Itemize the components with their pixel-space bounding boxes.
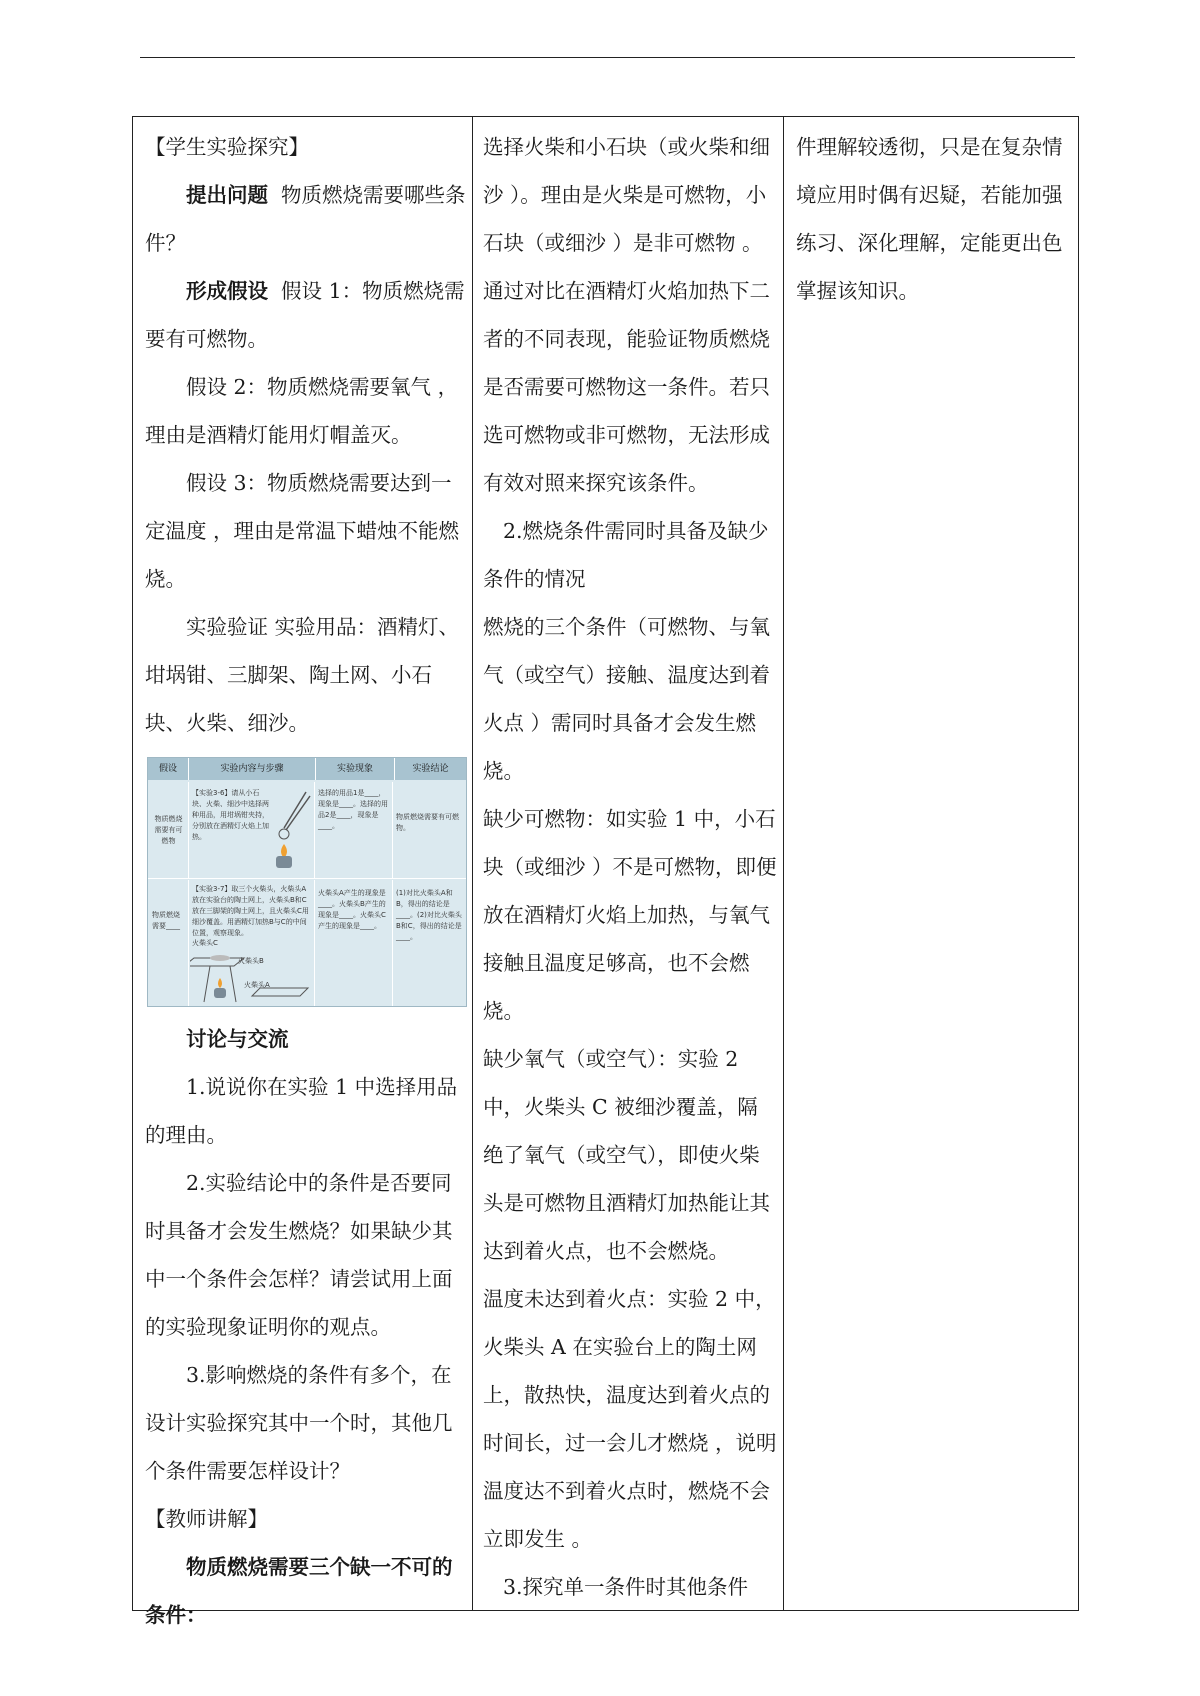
question-paragraph — [145, 171, 466, 267]
figure-header-conclusion: 实验结论 — [412, 764, 449, 774]
figure-label-a: 火柴头A — [244, 981, 270, 989]
answer-2-missing-fuel: 缺少可燃物：如实验 1 中，小石块（或细沙 ）不是可燃物，即便放在酒精灯火焰上加热，与氧气接触且温度足够高，也不会燃烧。 — [483, 807, 777, 1023]
answer-2-heading: 2.燃烧条件需同时具备及缺少条件的情况 — [483, 519, 769, 591]
answer-2-missing-oxygen: 缺少氧气（或空气）：实验 2 中，火柴头 C 被细沙覆盖，隔绝了氧气（或空气），即使火柴头是可燃物且酒精灯加热能让其达到着火点，也不会燃烧。 — [483, 1047, 770, 1263]
reference-answer-column — [473, 117, 784, 1610]
figure-header-steps: 实验内容与步骤 — [189, 758, 316, 780]
evaluation-column — [784, 117, 1078, 1610]
hypothesis-title: 形成假设 — [186, 279, 268, 303]
figure-row1-hypothesis: 物质燃烧需要有可燃物 — [154, 815, 183, 845]
discussion-3: 3.影响燃烧的条件有多个，在设计实验探究其中一个时，其他几个条件需要怎样设计？ — [145, 1363, 453, 1483]
hypothesis-2: 假设 2：物质燃烧需要氧气 ，理由是酒精灯能用灯帽盖灭。 — [145, 375, 459, 447]
section-heading-student: 【学生实验探究】 — [145, 135, 309, 159]
discussion-2: 2.实验结论中的条件是否要同时具备才会发生燃烧？如果缺少其中一个条件会怎样？请尝试用上面的实验现象证明你的观点。 — [145, 1171, 453, 1339]
figure-row1-phenomenon: 选择的用品1是____，现象是____。选择的用品2是____，现象是____。 — [318, 789, 388, 830]
question-title: 提出问题 — [186, 183, 268, 207]
answer-2-conditions: 燃烧的三个条件（可燃物、与氧气（或空气）接触、温度达到着火点 ）需同时具备才会发生燃烧。 — [483, 615, 770, 783]
figure-label-c: 火柴头C — [192, 939, 218, 947]
figure-header-row — [148, 758, 466, 780]
figure-header-hypothesis: 假设 — [148, 758, 189, 780]
answer-2-low-temperature: 温度未达到着火点：实验 2 中，火柴头 A 在实验台上的陶土网上，散热快，温度达到着火点的时间长，过一会儿才燃烧 ，说明温度达不到着火点时，燃烧不会立即发生 。 — [483, 1287, 777, 1551]
question-text: 物质燃烧需要哪些条件？ — [145, 183, 466, 255]
figure-row-2 — [148, 880, 466, 1006]
lesson-table — [132, 116, 1079, 1627]
evaluation-text: 件理解较透彻，只是在复杂情境应用时偶有迟疑，若能加强练习、深化理解，定能更出色掌握该知识。 — [796, 135, 1063, 303]
figure-row2-conclusion: (1)对比火柴头A和B，得出的结论是____。(2)对比火柴头B和C，得出的结论是____。 — [396, 889, 462, 941]
discussion-title: 讨论与交流 — [186, 1027, 289, 1051]
figure-row1-steps: 【实验3-6】请从小石块、火柴、细沙中选择两种用品，用坩埚钳夹持，分别放在酒精灯火焰上加热。 — [192, 789, 269, 841]
hypothesis-1-paragraph — [145, 267, 466, 363]
figure-row2-steps: 【实验3-7】取三个火柴头，火柴头A放在实验台的陶土网上，火柴头B和C放在三脚架的陶土网上，且火柴头C用细沙覆盖。用酒精灯加热B与C的中间位置，观察现象。 — [192, 885, 309, 937]
figure-label-b: 火柴头B — [238, 957, 264, 965]
hypothesis-3: 假设 3：物质燃烧需要达到一定温度 ，理由是常温下蜡烛不能燃烧。 — [145, 471, 460, 591]
experiment-table-figure — [147, 757, 467, 1007]
header-rule — [140, 57, 1075, 58]
hypothesis-1: 假设 1：物质燃烧需要有可燃物。 — [145, 279, 465, 351]
discussion-1: 1.说说你在实验 1 中选择用品的理由。 — [145, 1075, 458, 1147]
verification-materials: 实验验证 实验用品：酒精灯、坩埚钳、三脚架、陶土网、小石块、火柴、细沙。 — [145, 615, 460, 735]
teacher-explanation: 物质燃烧需要三个缺一不可的条件： — [145, 1555, 453, 1627]
figure-row2-phenomenon: 火柴头A产生的现象是____。火柴头B产生的现象是____。火柴头C产生的现象是____。 — [318, 889, 386, 930]
answer-3-heading: 3.探究单一条件时其他条件 — [503, 1575, 749, 1599]
figure-row1-conclusion: 物质燃烧需要有可燃物。 — [396, 813, 459, 832]
answer-1: 选择火柴和小石块（或火柴和细沙 ）。理由是火柴是可燃物，小石块（或细沙 ）是非可燃物 。通过对比在酒精灯火焰加热下二者的不同表现，能验证物质燃烧是否需要可燃物这一条件。若只选可燃物或非可燃物，无法形成有效对照来探究该条件。 — [483, 135, 770, 495]
student-activity-column — [133, 117, 473, 1627]
figure-row2-hypothesis: 物质燃烧需要____ — [152, 911, 180, 930]
section-heading-teacher: 【教师讲解】 — [145, 1507, 268, 1531]
tongs-flame-illustration — [270, 788, 312, 872]
figure-header-phenomenon: 实验现象 — [316, 758, 395, 780]
figure-row-1 — [148, 782, 466, 879]
